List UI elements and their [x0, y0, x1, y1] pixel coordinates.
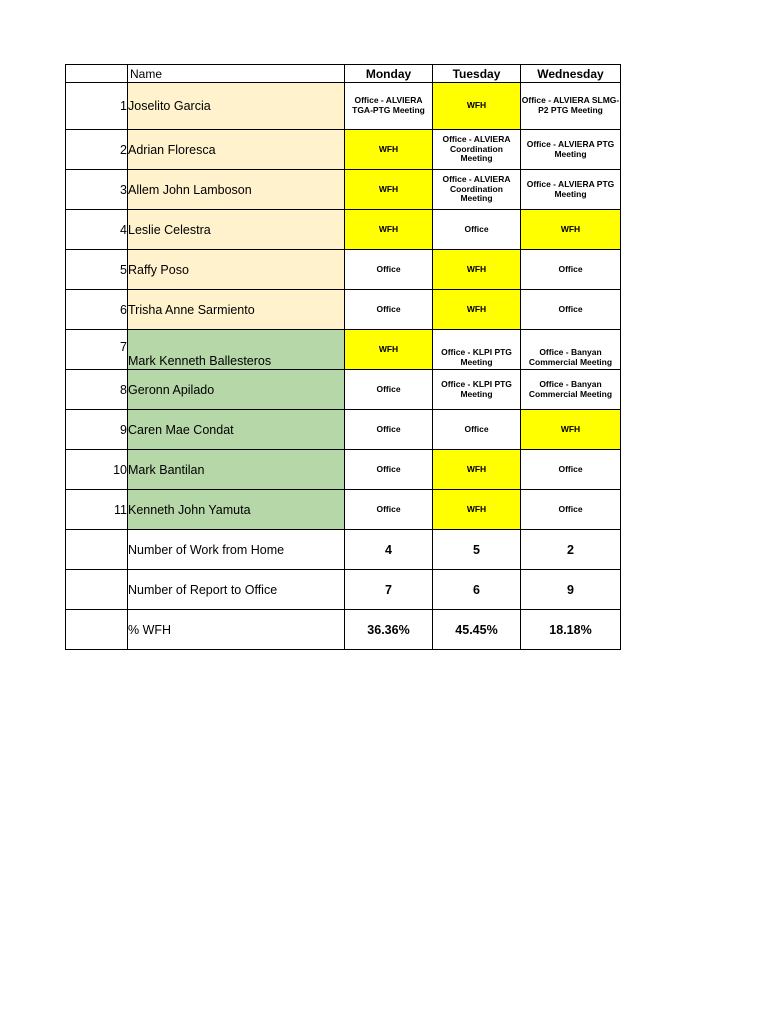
row-number[interactable]: 5 — [66, 250, 128, 290]
table-row — [66, 490, 621, 530]
table-row — [66, 370, 621, 410]
monday-status[interactable]: Office — [345, 410, 433, 450]
empty-cell[interactable] — [66, 610, 128, 650]
tuesday-status[interactable]: WFH — [433, 83, 521, 130]
wednesday-status[interactable]: Office - ALVIERA PTG Meeting — [521, 170, 621, 210]
table-row — [66, 450, 621, 490]
employee-name[interactable]: Adrian Floresca — [128, 130, 345, 170]
monday-status[interactable]: WFH — [345, 210, 433, 250]
monday-status[interactable]: Office - ALVIERA TGA-PTG Meeting — [345, 83, 433, 130]
summary-tuesday[interactable]: 6 — [433, 570, 521, 610]
tuesday-status[interactable]: WFH — [433, 290, 521, 330]
tuesday-status[interactable]: Office - KLPI PTG Meeting — [433, 330, 521, 370]
table-row — [66, 83, 621, 130]
tuesday-status[interactable]: Office — [433, 410, 521, 450]
monday-status[interactable]: WFH — [345, 330, 433, 370]
employee-name[interactable]: Leslie Celestra — [128, 210, 345, 250]
row-number[interactable]: 4 — [66, 210, 128, 250]
tuesday-status[interactable]: WFH — [433, 450, 521, 490]
employee-name[interactable]: Caren Mae Condat — [128, 410, 345, 450]
wednesday-status[interactable]: Office - ALVIERA SLMG-P2 PTG Meeting — [521, 83, 621, 130]
table-row — [66, 290, 621, 330]
monday-status[interactable]: Office — [345, 450, 433, 490]
header-name[interactable]: Name — [128, 65, 345, 83]
tuesday-status[interactable]: Office - ALVIERA Coordination Meeting — [433, 170, 521, 210]
empty-cell[interactable] — [66, 570, 128, 610]
table-row — [66, 170, 621, 210]
employee-name[interactable]: Trisha Anne Sarmiento — [128, 290, 345, 330]
header-number-cell[interactable] — [66, 65, 128, 83]
summary-monday[interactable]: 36.36% — [345, 610, 433, 650]
header-monday[interactable]: Monday — [345, 65, 433, 83]
table-row — [66, 250, 621, 290]
wednesday-status[interactable]: WFH — [521, 210, 621, 250]
header-tuesday[interactable]: Tuesday — [433, 65, 521, 83]
monday-status[interactable]: Office — [345, 290, 433, 330]
wednesday-status[interactable]: Office — [521, 250, 621, 290]
monday-status[interactable]: WFH — [345, 130, 433, 170]
row-number[interactable]: 2 — [66, 130, 128, 170]
employee-name[interactable]: Allem John Lamboson — [128, 170, 345, 210]
row-number[interactable]: 6 — [66, 290, 128, 330]
tuesday-status[interactable]: Office — [433, 210, 521, 250]
tuesday-status[interactable]: WFH — [433, 250, 521, 290]
summary-monday[interactable]: 7 — [345, 570, 433, 610]
tuesday-status[interactable]: WFH — [433, 490, 521, 530]
table-row — [66, 210, 621, 250]
summary-row-office-count — [66, 570, 621, 610]
wednesday-status[interactable]: Office - Banyan Commercial Meeting — [521, 330, 621, 370]
summary-monday[interactable]: 4 — [345, 530, 433, 570]
employee-name[interactable]: Geronn Apilado — [128, 370, 345, 410]
summary-row-wfh-count — [66, 530, 621, 570]
table-row — [66, 410, 621, 450]
row-number[interactable]: 9 — [66, 410, 128, 450]
row-number[interactable]: 7 — [66, 330, 128, 370]
employee-name[interactable]: Mark Bantilan — [128, 450, 345, 490]
summary-tuesday[interactable]: 5 — [433, 530, 521, 570]
wednesday-status[interactable]: Office — [521, 450, 621, 490]
table-row — [66, 330, 621, 370]
table-row — [66, 130, 621, 170]
summary-wednesday[interactable]: 2 — [521, 530, 621, 570]
employee-name[interactable]: Mark Kenneth Ballesteros — [128, 330, 345, 370]
wednesday-status[interactable]: Office - Banyan Commercial Meeting — [521, 370, 621, 410]
summary-tuesday[interactable]: 45.45% — [433, 610, 521, 650]
wednesday-status[interactable]: WFH — [521, 410, 621, 450]
summary-wednesday[interactable]: 18.18% — [521, 610, 621, 650]
wednesday-status[interactable]: Office - ALVIERA PTG Meeting — [521, 130, 621, 170]
monday-status[interactable]: WFH — [345, 170, 433, 210]
monday-status[interactable]: Office — [345, 370, 433, 410]
tuesday-status[interactable]: Office - ALVIERA Coordination Meeting — [433, 130, 521, 170]
monday-status[interactable]: Office — [345, 490, 433, 530]
wednesday-status[interactable]: Office — [521, 490, 621, 530]
row-number[interactable]: 1 — [66, 83, 128, 130]
summary-label[interactable]: Number of Report to Office — [128, 570, 345, 610]
summary-row-wfh-percent — [66, 610, 621, 650]
monday-status[interactable]: Office — [345, 250, 433, 290]
header-wednesday[interactable]: Wednesday — [521, 65, 621, 83]
wednesday-status[interactable]: Office — [521, 290, 621, 330]
row-number[interactable]: 10 — [66, 450, 128, 490]
employee-name[interactable]: Joselito Garcia — [128, 83, 345, 130]
employee-name[interactable]: Raffy Poso — [128, 250, 345, 290]
empty-cell[interactable] — [66, 530, 128, 570]
row-number[interactable]: 11 — [66, 490, 128, 530]
summary-label[interactable]: % WFH — [128, 610, 345, 650]
header-row — [66, 65, 621, 83]
summary-wednesday[interactable]: 9 — [521, 570, 621, 610]
summary-label[interactable]: Number of Work from Home — [128, 530, 345, 570]
row-number[interactable]: 3 — [66, 170, 128, 210]
wfh-schedule-table — [65, 64, 621, 650]
employee-name[interactable]: Kenneth John Yamuta — [128, 490, 345, 530]
tuesday-status[interactable]: Office - KLPI PTG Meeting — [433, 370, 521, 410]
row-number[interactable]: 8 — [66, 370, 128, 410]
